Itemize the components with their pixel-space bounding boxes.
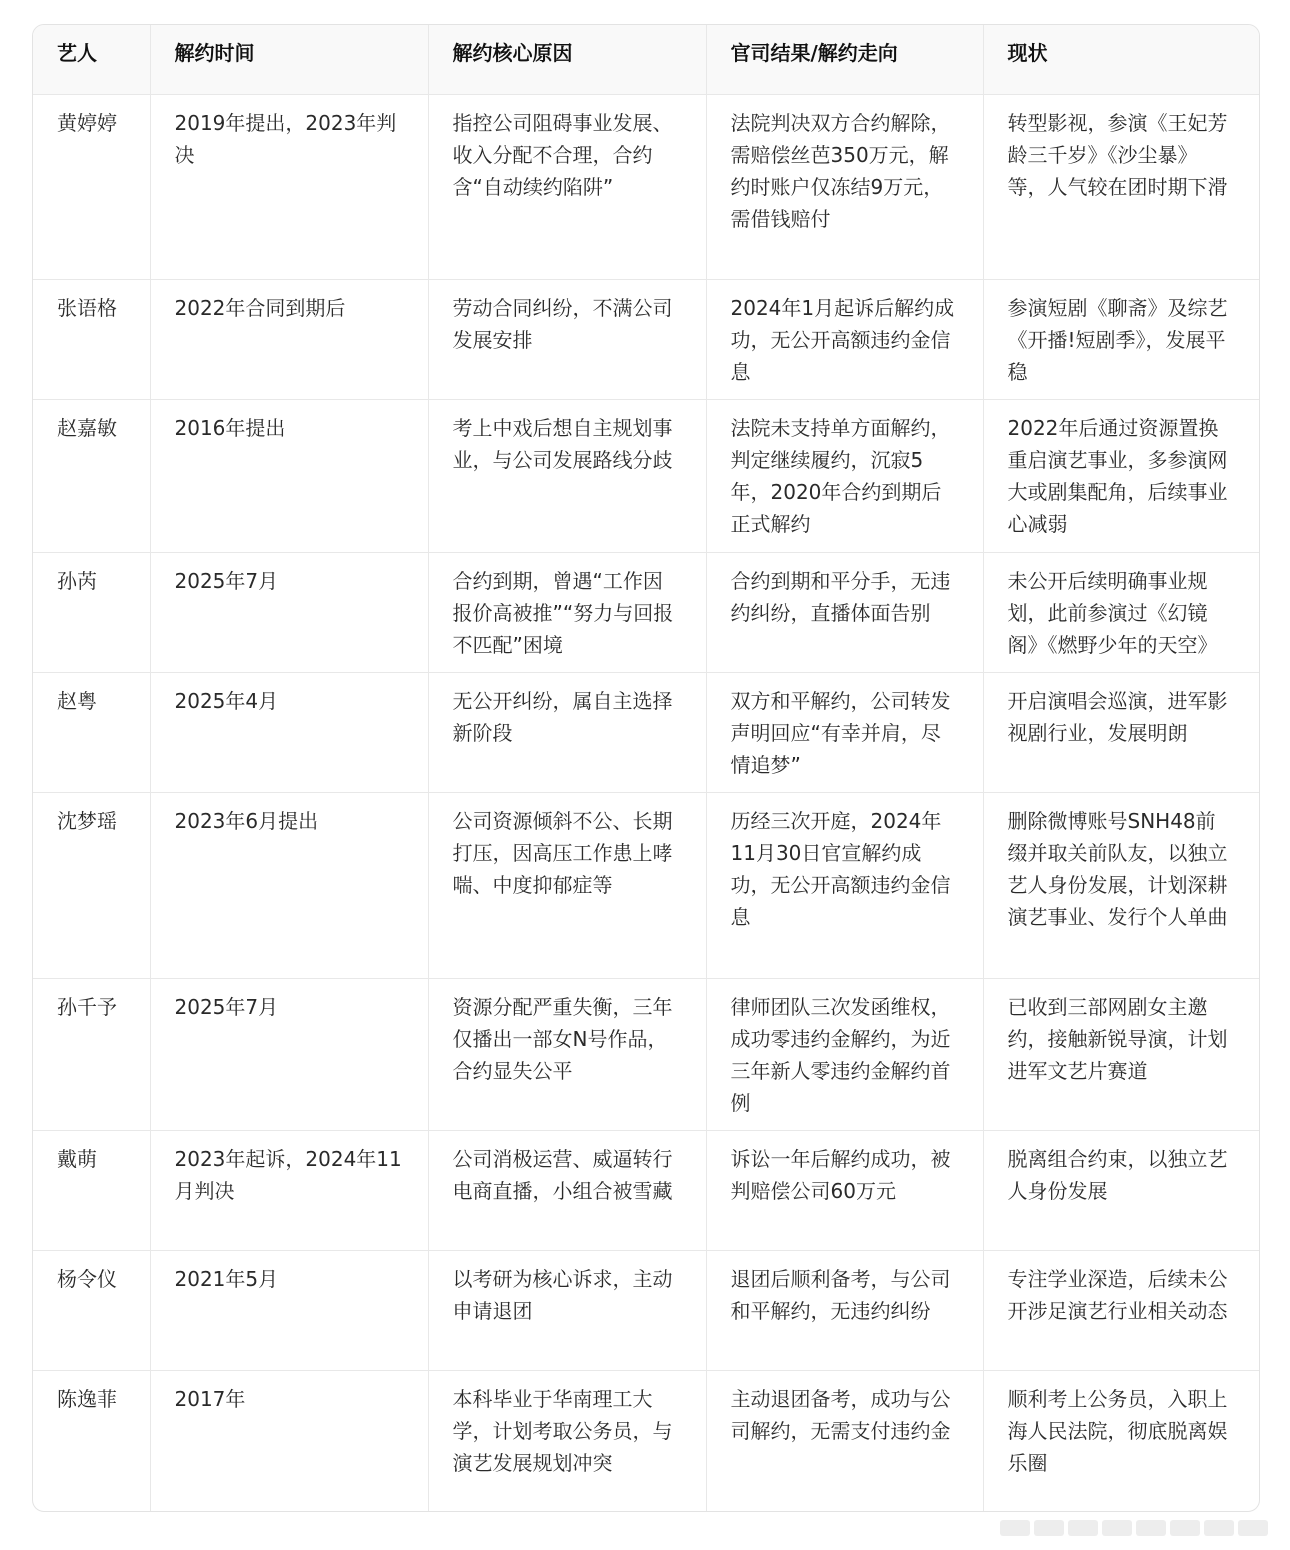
cell-time: 2025年7月: [150, 979, 428, 1131]
cell-status: 删除微博账号SNH48前缀并取关前队友，以独立艺人身份发展，计划深耕演艺事业、发行个人单曲: [983, 793, 1259, 979]
cell-reason: 资源分配严重失衡，三年仅播出一部女N号作品，合约显失公平: [428, 979, 706, 1131]
cell-time: 2021年5月: [150, 1251, 428, 1371]
cell-reason: 公司资源倾斜不公、长期打压，因高压工作患上哮喘、中度抑郁症等: [428, 793, 706, 979]
table-row: [33, 400, 1259, 553]
cell-reason: 无公开纠纷，属自主选择新阶段: [428, 673, 706, 793]
header-lawsuit-result: 官司结果/解约走向: [706, 25, 983, 95]
blurred-watermark: [1000, 1520, 1268, 1536]
cell-reason: 以考研为核心诉求，主动申请退团: [428, 1251, 706, 1371]
cell-result: 合约到期和平分手，无违约纠纷，直播体面告别: [706, 553, 983, 673]
cell-time: 2016年提出: [150, 400, 428, 553]
cell-reason: 考上中戏后想自主规划事业，与公司发展路线分歧: [428, 400, 706, 553]
cell-status: 转型影视，参演《王妃芳龄三千岁》《沙尘暴》等，人气较在团时期下滑: [983, 95, 1259, 280]
termination-table: [33, 25, 1259, 1512]
data-table-card: [32, 24, 1260, 1512]
cell-time: 2023年起诉，2024年11月判决: [150, 1131, 428, 1251]
cell-result: 2024年1月起诉后解约成功，无公开高额违约金信息: [706, 280, 983, 400]
table-row: [33, 793, 1259, 979]
cell-result: 法院未支持单方面解约，判定继续履约，沉寂5年，2020年合约到期后正式解约: [706, 400, 983, 553]
table-row: [33, 95, 1259, 280]
cell-reason: 本科毕业于华南理工大学，计划考取公务员，与演艺发展规划冲突: [428, 1371, 706, 1513]
cell-artist: 孙千予: [33, 979, 150, 1131]
header-core-reason: 解约核心原因: [428, 25, 706, 95]
cell-status: 参演短剧《聊斋》及综艺《开播!短剧季》，发展平稳: [983, 280, 1259, 400]
cell-artist: 黄婷婷: [33, 95, 150, 280]
table-row: [33, 280, 1259, 400]
header-termination-time: 解约时间: [150, 25, 428, 95]
cell-status: 2022年后通过资源置换重启演艺事业，多参演网大或剧集配角，后续事业心减弱: [983, 400, 1259, 553]
cell-reason: 劳动合同纠纷，不满公司发展安排: [428, 280, 706, 400]
header-artist: 艺人: [33, 25, 150, 95]
cell-reason: 公司消极运营、威逼转行电商直播，小组合被雪藏: [428, 1131, 706, 1251]
cell-artist: 沈梦瑶: [33, 793, 150, 979]
cell-status: 专注学业深造，后续未公开涉足演艺行业相关动态: [983, 1251, 1259, 1371]
table-row: [33, 1371, 1259, 1513]
cell-time: 2022年合同到期后: [150, 280, 428, 400]
cell-status: 开启演唱会巡演，进军影视剧行业，发展明朗: [983, 673, 1259, 793]
cell-artist: 孙芮: [33, 553, 150, 673]
table-row: [33, 1251, 1259, 1371]
table-row: [33, 673, 1259, 793]
cell-status: 未公开后续明确事业规划，此前参演过《幻镜阁》《燃野少年的天空》: [983, 553, 1259, 673]
cell-reason: 指控公司阻碍事业发展、收入分配不合理，合约含“自动续约陷阱”: [428, 95, 706, 280]
table-header-row: [33, 25, 1259, 95]
cell-result: 历经三次开庭，2024年11月30日官宣解约成功，无公开高额违约金信息: [706, 793, 983, 979]
cell-result: 主动退团备考，成功与公司解约，无需支付违约金: [706, 1371, 983, 1513]
cell-status: 脱离组合约束，以独立艺人身份发展: [983, 1131, 1259, 1251]
cell-status: 顺利考上公务员，入职上海人民法院，彻底脱离娱乐圈: [983, 1371, 1259, 1513]
table-row: [33, 553, 1259, 673]
cell-time: 2017年: [150, 1371, 428, 1513]
cell-artist: 杨令仪: [33, 1251, 150, 1371]
cell-result: 法院判决双方合约解除，需赔偿丝芭350万元，解约时账户仅冻结9万元，需借钱赔付: [706, 95, 983, 280]
cell-artist: 赵嘉敏: [33, 400, 150, 553]
cell-status: 已收到三部网剧女主邀约，接触新锐导演，计划进军文艺片赛道: [983, 979, 1259, 1131]
cell-reason: 合约到期，曾遇“工作因报价高被推”“努力与回报不匹配”困境: [428, 553, 706, 673]
cell-result: 律师团队三次发函维权，成功零违约金解约，为近三年新人零违约金解约首例: [706, 979, 983, 1131]
cell-artist: 赵粤: [33, 673, 150, 793]
table-row: [33, 979, 1259, 1131]
cell-result: 诉讼一年后解约成功，被判赔偿公司60万元: [706, 1131, 983, 1251]
cell-time: 2019年提出，2023年判决: [150, 95, 428, 280]
cell-time: 2025年7月: [150, 553, 428, 673]
cell-artist: 陈逸菲: [57, 1387, 117, 1411]
cell-time: 2025年4月: [150, 673, 428, 793]
cell-result: 双方和平解约，公司转发声明回应“有幸并肩，尽情追梦”: [706, 673, 983, 793]
cell-artist: 张语格: [33, 280, 150, 400]
cell-time: 2023年6月提出: [150, 793, 428, 979]
table-row: [33, 1131, 1259, 1251]
cell-artist: 戴萌: [33, 1131, 150, 1251]
header-current-status: 现状: [983, 25, 1259, 95]
cell-result: 退团后顺利备考，与公司和平解约，无违约纠纷: [706, 1251, 983, 1371]
